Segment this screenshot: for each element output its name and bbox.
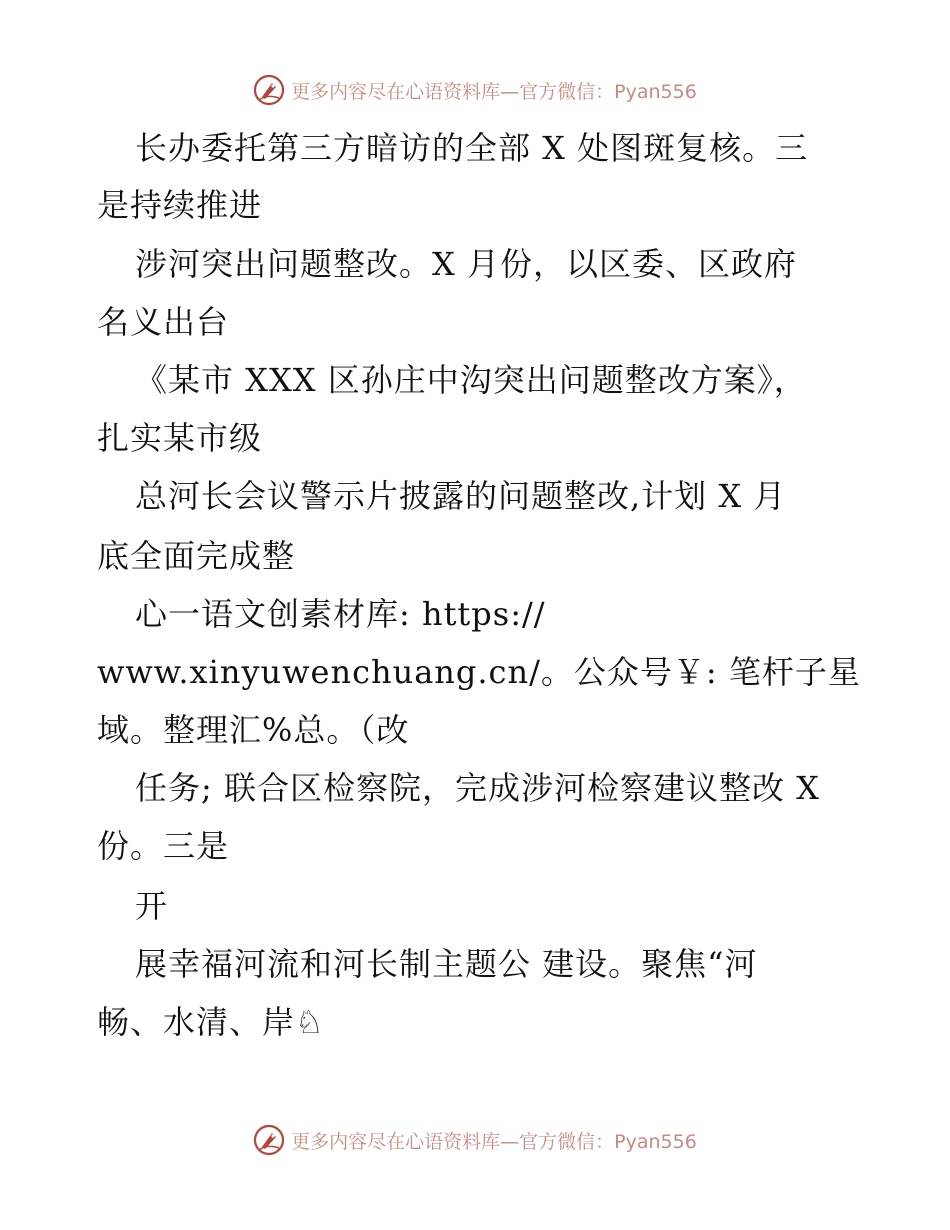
body-line: 畅、水清、岸♘: [97, 1003, 325, 1041]
header-banner-text: 更多内容尽在心语资料库—官方微信：Pyan556: [291, 80, 697, 103]
body-line: www.xinyuwenchuang.cn/。公众号￥: 笔杆子星: [97, 653, 861, 691]
body-line: 份。三是: [97, 827, 230, 865]
body-line: 底全面完成整: [97, 537, 296, 575]
body-line: 长办委托第三方暗访的全部 X 处图斑复核。三: [135, 129, 809, 167]
footer-banner-inner: [253, 1124, 697, 1156]
header-banner: [0, 70, 950, 110]
pen-nib-logo-icon: [253, 1124, 285, 1156]
body-line: 《某市 XXX 区孙庄中沟突出问题整改方案》，: [135, 361, 807, 399]
footer-banner-text: 更多内容尽在心语资料库—官方微信：Pyan556: [291, 1130, 697, 1153]
pen-nib-logo-icon: [253, 74, 285, 106]
body-line: 是持续推进: [97, 186, 263, 224]
body-line: 名义出台: [97, 303, 230, 341]
body-line: 扎实某市级: [97, 419, 263, 457]
body-line: 域。整理汇%总。（改: [97, 711, 410, 749]
header-banner-inner: [253, 74, 697, 106]
body-line: 心一语文创素材库: https://: [135, 595, 546, 633]
body-line: 展幸福河流和河长制主题公 建设。聚焦“河: [135, 945, 758, 983]
body-line: 开: [135, 887, 169, 925]
footer-banner: [0, 1120, 950, 1160]
body-line: 任务; 联合区检察院，完成涉河检察建议整改 X: [135, 769, 820, 807]
body-line: 总河长会议警示片披露的问题整改,计划 X 月: [135, 477, 787, 515]
body-line: 涉河突出问题整改。X 月份，以区委、区政府: [135, 245, 797, 283]
